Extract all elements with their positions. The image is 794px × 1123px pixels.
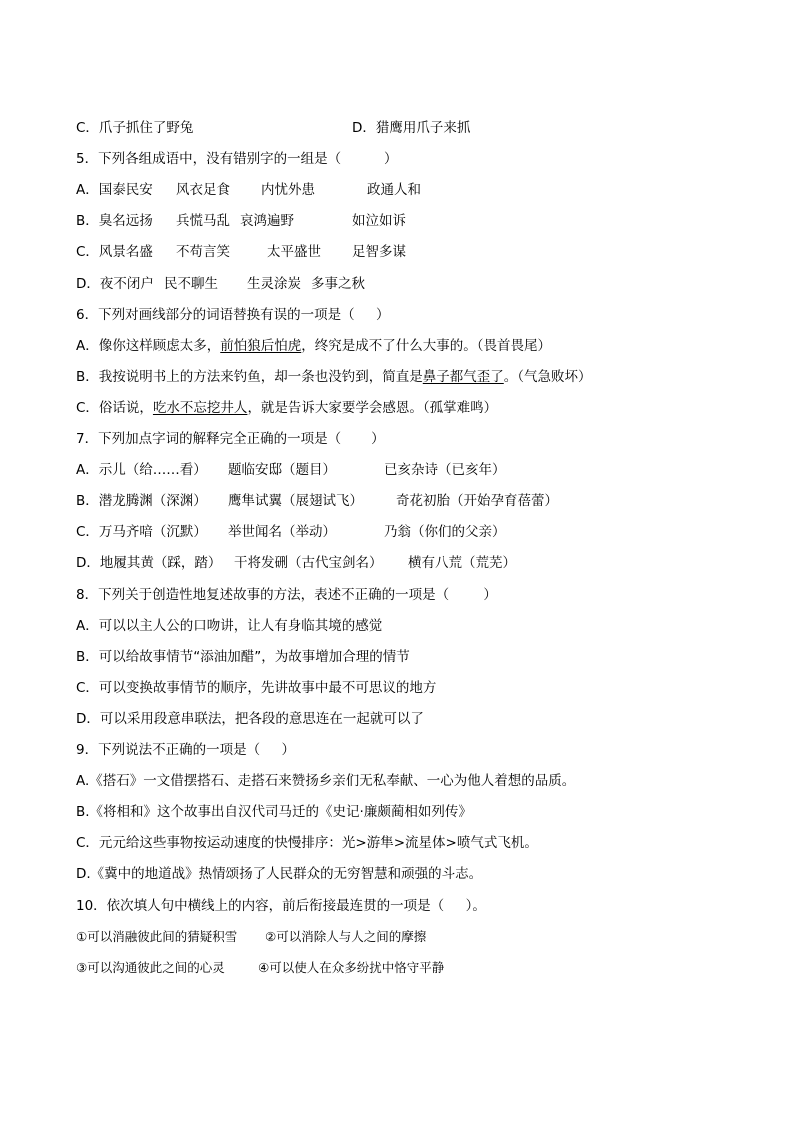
text-line [76,274,736,294]
text-segment: B．我按说明书上的方法来钓鱼，却一条也没钓到，简直是 [76,368,423,385]
underlined-phrase: 吃水不忘挖井人 [152,399,248,416]
text-segment: ，就是告诉大家要学会感恩。（孤掌难鸣） [247,399,498,416]
text-segment: 。（气急败坏） [503,368,592,385]
text-segment: 多事之秋 [311,275,365,292]
text-line [76,927,736,947]
text-segment: ④可以使人在众多纷扰中恪守平静 [258,959,445,975]
text-segment: ①可以消融彼此间的猜疑积雪 [76,928,238,944]
text-segment: 举世闻名（举动） [228,524,336,541]
text-segment: ②可以消除人与人之间的摩擦 [265,928,427,944]
text-segment: 如泣如诉 [352,213,406,230]
text-line [76,647,736,667]
underlined-phrase: 鼻子都气歪了 [422,368,504,385]
text-segment: B．臭名远扬 [76,213,153,230]
text-segment: C．俗话说， [76,399,153,416]
text-segment: C．元元给这些事物按运动速度的快慢排序：光>游隼>流星体>喷气式飞机。 [76,835,538,852]
text-line [76,771,736,791]
text-segment: A．示儿（给……看） [76,462,207,479]
text-line [76,149,736,169]
text-segment: A．像你这样顾虑太多， [76,337,221,354]
text-segment: 民不聊生 [164,275,218,292]
text-segment: C．风景名盛 [76,244,153,261]
text-segment: 不苟言笑 [176,244,230,261]
text-segment: A．国泰民安 [76,182,153,199]
text-segment: A．可以以主人公的口吻讲，让人有身临其境的感觉 [76,617,383,634]
text-segment: 足智多谋 [352,244,406,261]
text-line [76,585,736,605]
text-line [76,802,736,822]
text-line [76,709,736,729]
text-line [76,864,736,884]
text-segment: ③可以沟通彼此之间的心灵 [76,959,225,975]
text-line [76,305,736,325]
text-segment: 奇花初胎（开始孕育蓓蕾） [396,493,558,510]
text-segment: 太平盛世 [267,244,321,261]
text-segment: 政通人和 [367,182,421,199]
text-segment: B.《将相和》这个故事出自汉代司马迁的《史记·廉颇蔺相如列传》 [76,804,472,821]
text-line [76,678,736,698]
text-segment: D．夜不闭户 [76,275,154,292]
text-segment: D．地履其黄（踩，踏） [76,555,222,572]
text-segment: 7．下列加点字词的解释完全正确的一项是（ ） [76,431,385,447]
text-line [76,460,736,480]
text-segment: 9．下列说法不正确的一项是（ ） [76,742,296,758]
text-segment: 干将发硎（古代宝剑名） [234,555,383,572]
text-segment: 已亥杂诗（已亥年） [384,462,506,479]
text-line [76,367,736,387]
text-line [76,553,736,573]
text-segment: D.《冀中的地道战》热情颂扬了人民群众的无穷智慧和顽强的斗志。 [76,866,483,883]
text-segment: 生灵涂炭 [247,275,301,292]
text-line [76,429,736,449]
text-line [76,616,736,636]
text-line [76,491,736,511]
text-line [76,336,736,356]
text-segment: 兵慌马乱 [176,213,230,230]
underlined-phrase: 前怕狼后怕虎 [220,337,302,354]
text-segment: B．可以给故事情节“添油加醋”，为故事增加合理的情节 [76,648,410,665]
text-line [76,833,736,853]
text-segment: 10．依次填人句中横线上的内容，前后衔接最连贯的一项是（ ）。 [76,897,486,914]
text-segment: B．潜龙腾渊（深渊） [76,493,207,510]
text-segment: 题临安邸（题目） [228,462,336,479]
text-segment: A.《搭石》一文借摆搭石、走搭石来赞扬乡亲们无私奉献、一心为他人着想的品质。 [76,773,576,790]
text-segment: 横有八荒（荒芜） [408,555,516,572]
text-segment: 风衣足食 [176,182,230,199]
text-segment: 内忧外患 [261,182,315,199]
text-segment: 乃翁（你们的父亲） [384,524,506,541]
text-segment: 6．下列对画线部分的词语替换有误的一项是（ ） [76,306,390,323]
text-segment: ，终究是成不了什么大事的。（畏首畏尾） [301,337,551,354]
text-segment: 8．下列关于创造性地复述故事的方法，表述不正确的一项是（ ） [76,586,497,603]
text-line [76,118,736,138]
text-segment: C．爪子抓住了野兔 [76,120,194,136]
text-segment: 哀鸿遍野 [240,213,294,230]
text-line [76,211,736,231]
text-segment: 鹰隼试翼（展翅试飞） [228,493,363,510]
text-segment: D．猎鹰用爪子来抓 [352,120,471,136]
text-segment: C．万马齐喑（沉默） [76,524,207,541]
text-segment: C．可以变换故事情节的顺序，先讲故事中最不可思议的地方 [76,679,437,696]
text-line [76,740,736,760]
text-line [76,958,736,978]
text-line [76,180,736,200]
text-line [76,896,736,916]
text-segment: 5．下列各组成语中，没有错别字的一组是（ ） [76,151,398,168]
text-line [76,522,736,542]
text-line [76,398,736,418]
text-segment: D．可以采用段意串联法，把各段的意思连在一起就可以了 [76,710,424,727]
text-line [76,242,736,262]
